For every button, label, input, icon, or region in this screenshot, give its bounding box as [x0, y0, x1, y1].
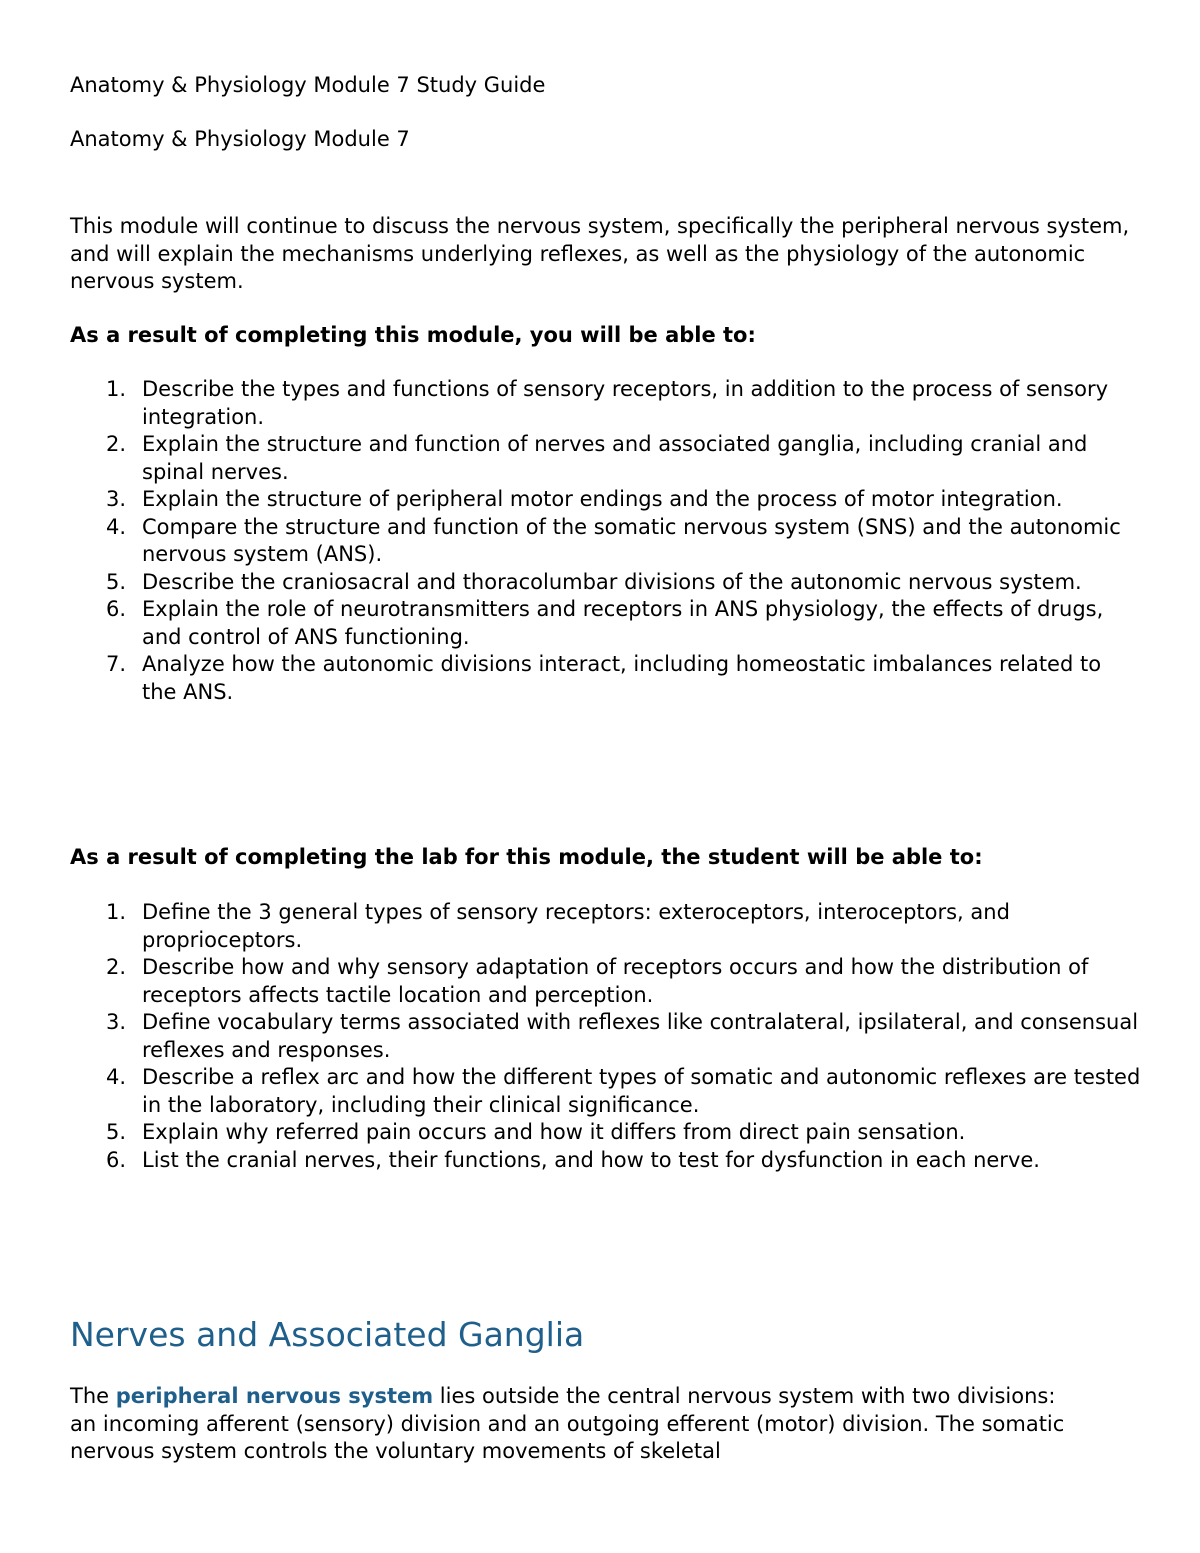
list-item-text: Compare the structure and function of the somatic nervous system (SNS) and the autonomic nervous system (ANS).: [142, 514, 1121, 566]
paragraph-text-rest: lies outside the central nervous system with two divisions: an incoming afferent (sensory) division and an outgoing efferent (motor) division. The somatic nervous system controls the voluntary movements of skeletal: [70, 1384, 1065, 1463]
list-item-text: Define the 3 general types of sensory receptors: exteroceptors, interoceptors, and proprioceptors.: [142, 900, 1010, 952]
module-objectives-heading: As a result of completing this module, you will be able to:: [70, 323, 756, 347]
lab-objectives-heading: As a result of completing the lab for this module, the student will be able to:: [70, 845, 983, 869]
list-item-text: Explain the structure of peripheral motor endings and the process of motor integration.: [142, 487, 1063, 511]
section-paragraph: [70, 1383, 1070, 1466]
list-item-text: Analyze how the autonomic divisions interact, including homeostatic imbalances related to the ANS.: [142, 652, 1102, 704]
list-item-text: Explain the role of neurotransmitters and receptors in ANS physiology, the effects of drugs, and control of ANS functioning.: [142, 597, 1104, 649]
list-item: [106, 486, 1142, 514]
document-subtitle: Anatomy & Physiology Module 7: [70, 127, 410, 151]
list-item-number: 3.: [106, 487, 127, 511]
list-item: [106, 899, 1142, 954]
list-item-number: 3.: [106, 1010, 127, 1034]
highlighted-term: peripheral nervous system: [115, 1384, 434, 1408]
list-item: [106, 514, 1142, 569]
list-item: [106, 1147, 1142, 1175]
list-item-number: 4.: [106, 1065, 127, 1089]
list-item-number: 1.: [106, 900, 127, 924]
list-item-number: 7.: [106, 652, 127, 676]
list-item: [106, 376, 1142, 431]
section-heading: Nerves and Associated Ganglia: [70, 1315, 585, 1354]
list-item: [106, 954, 1142, 1009]
list-item-number: 1.: [106, 377, 127, 401]
list-item: [106, 569, 1142, 597]
list-item-number: 5.: [106, 569, 127, 594]
list-item: [106, 596, 1142, 651]
list-item: [106, 1119, 1142, 1147]
document-title: Anatomy & Physiology Module 7 Study Guide: [70, 73, 546, 97]
list-item-text: Explain why referred pain occurs and how it differs from direct pain sensation.: [142, 1120, 966, 1144]
list-item-number: 4.: [106, 514, 127, 539]
list-item-text: Describe how and why sensory adaptation of receptors occurs and how the distribution of receptors affects tactile location and perception.: [142, 955, 1089, 1007]
list-item-text: Describe the types and functions of sensory receptors, in addition to the process of sensory integration.: [142, 377, 1109, 429]
list-item-text: Describe a reflex arc and how the different types of somatic and autonomic reflexes are tested in the laboratory, including their clinical significance.: [142, 1065, 1141, 1117]
intro-paragraph: This module will continue to discuss the nervous system, specifically the peripheral nervous system, and will explain the mechanisms underlying reflexes, as well as the physiology of the autonomic nervous system.: [70, 214, 1130, 293]
lab-objectives-list: [70, 899, 1142, 1174]
module-objectives-list: [70, 376, 1142, 706]
list-item: [106, 1009, 1142, 1064]
list-item: [106, 651, 1142, 706]
list-item-text: List the cranial nerves, their functions, and how to test for dysfunction in each nerve.: [142, 1147, 1040, 1172]
list-item-number: 6.: [106, 597, 127, 621]
list-item-text: Explain the structure and function of nerves and associated ganglia, including cranial and spinal nerves.: [142, 432, 1088, 484]
list-item-number: 2.: [106, 955, 127, 979]
list-item: [106, 431, 1142, 486]
list-item-text: Define vocabulary terms associated with reflexes like contralateral, ipsilateral, and consensual reflexes and responses.: [142, 1010, 1139, 1062]
list-item-number: 5.: [106, 1120, 127, 1144]
list-item-number: 6.: [106, 1147, 127, 1172]
paragraph-text-start: The: [70, 1384, 116, 1408]
list-item-number: 2.: [106, 432, 127, 456]
list-item-text: Describe the craniosacral and thoracolumbar divisions of the autonomic nervous system.: [142, 569, 1082, 594]
list-item: [106, 1064, 1142, 1119]
